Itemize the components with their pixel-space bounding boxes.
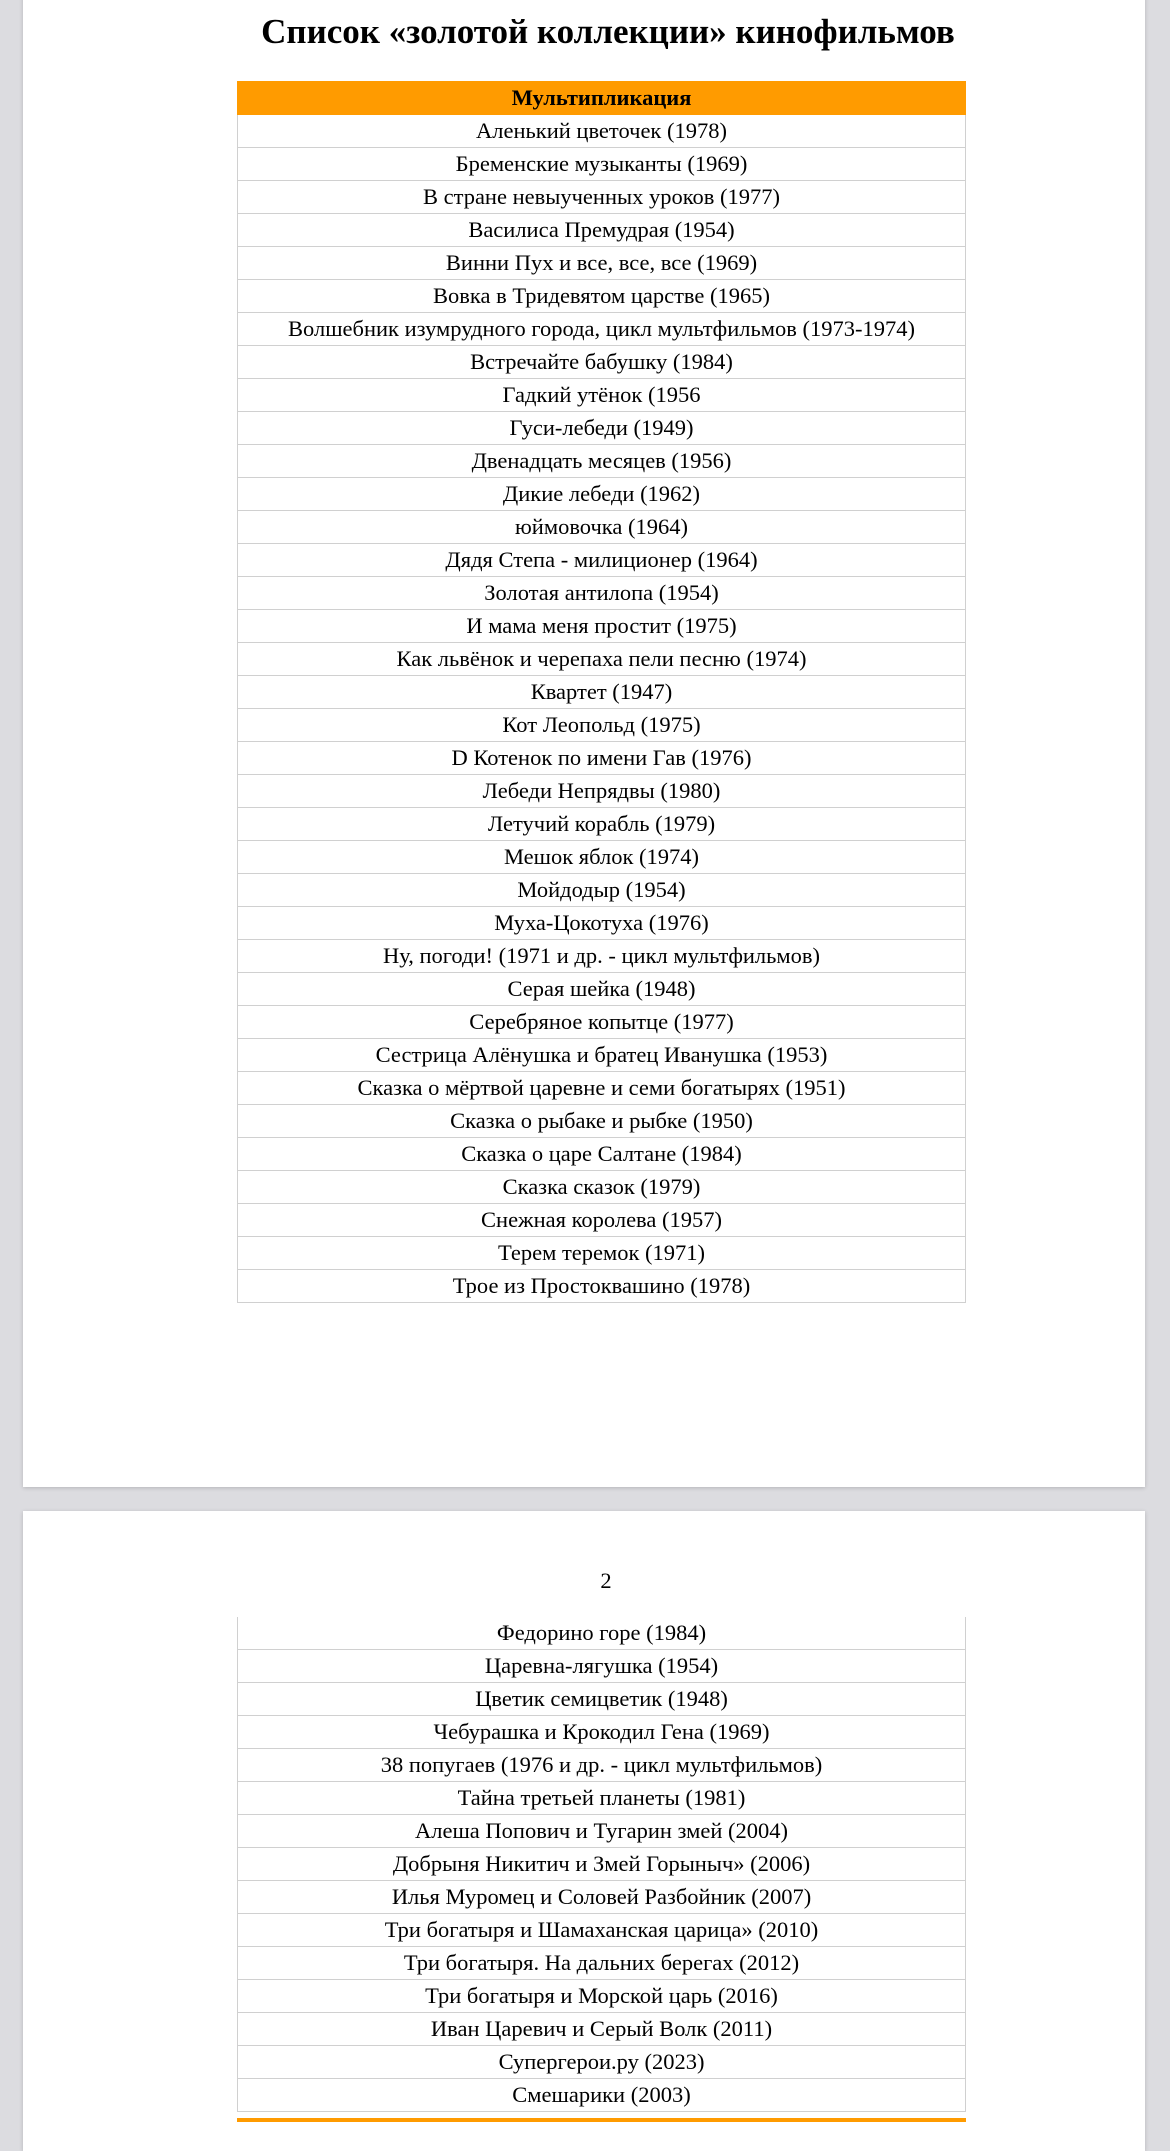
table-row — [238, 346, 966, 379]
table-row — [238, 247, 966, 280]
table-row — [238, 610, 966, 643]
film-title-cell: Сказка о царе Салтане (1984) — [238, 1138, 966, 1171]
table-row — [238, 643, 966, 676]
film-title-cell: Золотая антилопа (1954) — [238, 577, 966, 610]
table-row — [238, 1815, 966, 1848]
films-table-page-1 — [237, 81, 966, 1303]
film-title-cell: Чебурашка и Крокодил Гена (1969) — [238, 1716, 966, 1749]
film-title-cell: Винни Пух и все, все, все (1969) — [238, 247, 966, 280]
table-row — [238, 1881, 966, 1914]
table-row — [238, 1105, 966, 1138]
table-row — [238, 181, 966, 214]
table-row — [238, 1683, 966, 1716]
table-row — [238, 115, 966, 148]
table-row — [238, 874, 966, 907]
film-title-cell: Бременские музыканты (1969) — [238, 148, 966, 181]
table-row — [238, 841, 966, 874]
film-title-cell: Встречайте бабушку (1984) — [238, 346, 966, 379]
film-title-cell: 38 попугаев (1976 и др. - цикл мультфильмов) — [238, 1749, 966, 1782]
film-title-cell: Сказка сказок (1979) — [238, 1171, 966, 1204]
film-title-cell: Волшебник изумрудного города, цикл мультфильмов (1973-1974) — [238, 313, 966, 346]
film-title-cell: Иван Царевич и Серый Волк (2011) — [238, 2013, 966, 2046]
film-title-cell: Алеша Попович и Тугарин змей (2004) — [238, 1815, 966, 1848]
film-title-cell: Добрыня Никитич и Змей Горыныч» (2006) — [238, 1848, 966, 1881]
table-row — [238, 379, 966, 412]
table-row — [238, 1171, 966, 1204]
film-title-cell: И мама меня простит (1975) — [238, 610, 966, 643]
table-row — [238, 148, 966, 181]
table-row — [238, 742, 966, 775]
film-title-cell: Гуси-лебеди (1949) — [238, 412, 966, 445]
film-title-cell: юймовочка (1964) — [238, 511, 966, 544]
film-title-cell: Трое из Простоквашино (1978) — [238, 1270, 966, 1303]
film-title-cell: Василиса Премудрая (1954) — [238, 214, 966, 247]
film-title-cell: Вовка в Тридевятом царстве (1965) — [238, 280, 966, 313]
film-title-cell: Серая шейка (1948) — [238, 973, 966, 1006]
film-title-cell: Снежная королева (1957) — [238, 1204, 966, 1237]
table-row — [238, 544, 966, 577]
table-row — [238, 313, 966, 346]
film-title-cell: Царевна-лягушка (1954) — [238, 1650, 966, 1683]
table-row — [238, 709, 966, 742]
film-title-cell: Сестрица Алёнушка и братец Иванушка (1953) — [238, 1039, 966, 1072]
films-list-page-2 — [238, 1617, 966, 2112]
page-number: 2 — [600, 1568, 612, 1593]
table-row — [238, 1204, 966, 1237]
film-title-cell: Федорино горе (1984) — [238, 1617, 966, 1650]
table-header-row — [238, 82, 966, 115]
section-header-animation: Мультипликация — [238, 82, 966, 115]
table-row — [238, 1270, 966, 1303]
film-title-cell: Мешок яблок (1974) — [238, 841, 966, 874]
film-title-cell: Двенадцать месяцев (1956) — [238, 445, 966, 478]
table-row — [238, 1039, 966, 1072]
film-title-cell: Три богатыря и Шамаханская царица» (2010) — [238, 1914, 966, 1947]
table-row — [238, 1138, 966, 1171]
table-bottom-strip — [237, 2118, 966, 2122]
table-row — [238, 214, 966, 247]
film-title-cell: Мойдодыр (1954) — [238, 874, 966, 907]
film-title-cell: Аленький цветочек (1978) — [238, 115, 966, 148]
table-row — [238, 940, 966, 973]
film-title-cell: Ну, погоди! (1971 и др. - цикл мультфильмов) — [238, 940, 966, 973]
table-row — [238, 1947, 966, 1980]
table-row — [238, 445, 966, 478]
film-title-cell: Кот Леопольд (1975) — [238, 709, 966, 742]
film-title-cell: Смешарики (2003) — [238, 2079, 966, 2112]
film-title-cell: Дядя Степа - милиционер (1964) — [238, 544, 966, 577]
film-title-cell: Терем теремок (1971) — [238, 1237, 966, 1270]
table-row — [238, 1237, 966, 1270]
table-row — [238, 1617, 966, 1650]
film-title-cell: Как львёнок и черепаха пели песню (1974) — [238, 643, 966, 676]
table-row — [238, 1749, 966, 1782]
film-title-cell: Цветик семицветик (1948) — [238, 1683, 966, 1716]
film-title-cell: Летучий корабль (1979) — [238, 808, 966, 841]
film-title-cell: Илья Муромец и Соловей Разбойник (2007) — [238, 1881, 966, 1914]
film-title-cell: Лебеди Непрядвы (1980) — [238, 775, 966, 808]
table-row — [238, 2079, 966, 2112]
films-table-page-2 — [237, 1617, 966, 2112]
table-row — [238, 973, 966, 1006]
table-row — [238, 2046, 966, 2079]
table-row — [238, 1006, 966, 1039]
table-row — [238, 2013, 966, 2046]
table-row — [238, 577, 966, 610]
table-row — [238, 511, 966, 544]
document-title: Список «золотой коллекции» кинофильмов — [261, 12, 955, 51]
table-row — [238, 1782, 966, 1815]
table-row — [238, 1914, 966, 1947]
film-title-cell: D Котенок по имени Гав (1976) — [238, 742, 966, 775]
film-title-cell: Сказка о мёртвой царевне и семи богатырях (1951) — [238, 1072, 966, 1105]
table-row — [238, 412, 966, 445]
film-title-cell: Три богатыря. На дальних берегах (2012) — [238, 1947, 966, 1980]
table-row — [238, 1072, 966, 1105]
film-title-cell: В стране невыученных уроков (1977) — [238, 181, 966, 214]
table-row — [238, 280, 966, 313]
table-row — [238, 808, 966, 841]
film-title-cell: Дикие лебеди (1962) — [238, 478, 966, 511]
film-title-cell: Квартет (1947) — [238, 676, 966, 709]
table-row — [238, 1848, 966, 1881]
film-title-cell: Тайна третьей планеты (1981) — [238, 1782, 966, 1815]
film-title-cell: Три богатыря и Морской царь (2016) — [238, 1980, 966, 2013]
film-title-cell: Сказка о рыбаке и рыбке (1950) — [238, 1105, 966, 1138]
table-row — [238, 1650, 966, 1683]
film-title-cell: Серебряное копытце (1977) — [238, 1006, 966, 1039]
table-row — [238, 775, 966, 808]
table-row — [238, 478, 966, 511]
films-list-page-1 — [238, 115, 966, 1303]
table-row — [238, 676, 966, 709]
table-row — [238, 1980, 966, 2013]
film-title-cell: Супергерои.ру (2023) — [238, 2046, 966, 2079]
table-row — [238, 1716, 966, 1749]
film-title-cell: Гадкий утёнок (1956 — [238, 379, 966, 412]
film-title-cell: Муха-Цокотуха (1976) — [238, 907, 966, 940]
table-row — [238, 907, 966, 940]
